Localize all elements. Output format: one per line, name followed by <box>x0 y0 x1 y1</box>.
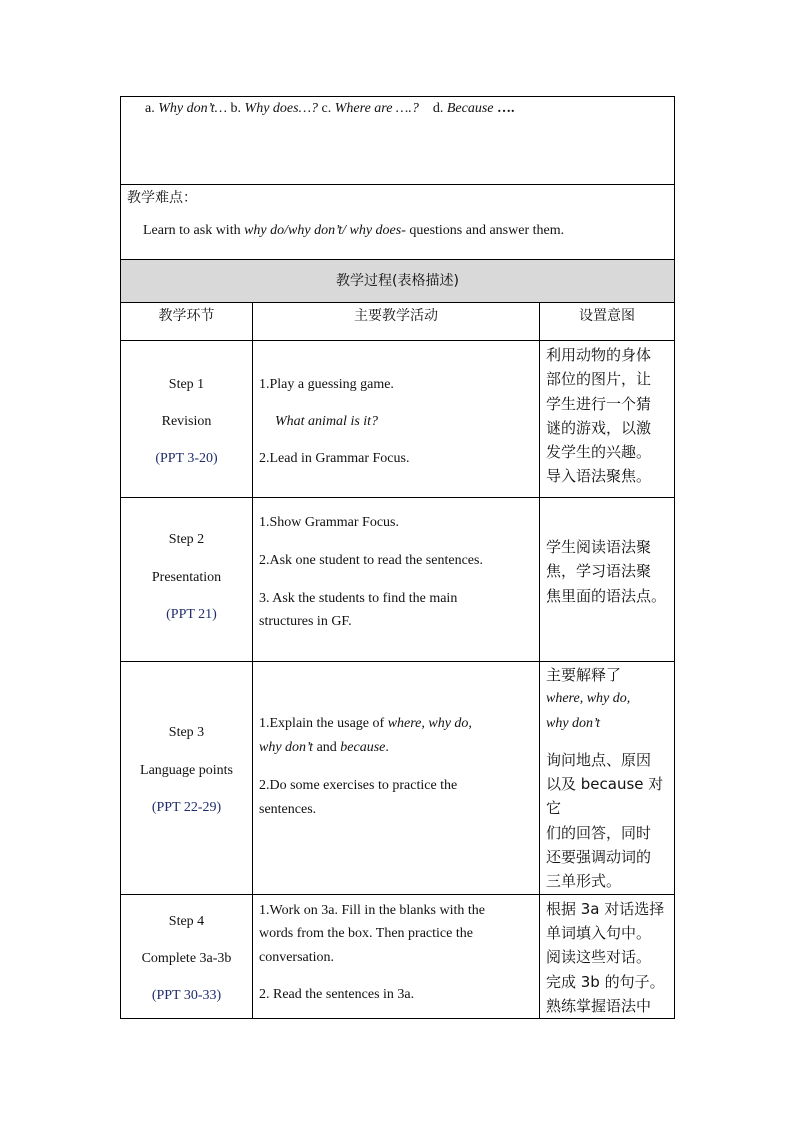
step-4-intent-line: 熟练掌握语法中 <box>546 996 652 1015</box>
step-3-activity-2-cont: sentences. <box>259 802 317 817</box>
step-4-activities <box>253 894 540 1018</box>
step-1-intent-line: 谜的游戏，以激 <box>546 418 652 437</box>
step-3-label: Step 3 <box>168 725 205 740</box>
step-1-intent-line: 导入语法聚焦。 <box>546 467 652 486</box>
difficulty-row <box>121 185 675 260</box>
step-3-intent <box>540 662 675 895</box>
step-2-activity-3: 3. Ask the students to find the main <box>259 591 458 606</box>
difficulty-text <box>121 208 674 240</box>
step-3-activity-1 <box>259 712 533 736</box>
step-3-intent-line: 还要强调动词的 <box>546 848 652 867</box>
step-1-intent <box>540 341 675 498</box>
step-3-ppt: (PPT 22-29) <box>151 800 222 815</box>
step-3-stage <box>121 662 253 895</box>
header-stage: 教学环节 <box>121 303 253 341</box>
difficulty-italic: why do/why don’t/ why does- <box>244 223 406 238</box>
step-4-label: Step 4 <box>168 913 205 929</box>
step-3-activity-because: because <box>340 740 386 755</box>
process-title: 教学过程(表格描述) <box>121 260 675 303</box>
step-2-row <box>121 498 675 662</box>
step-3-intent-italic-2: why don’t <box>546 715 601 731</box>
step-1-intent-line: 部位的图片，让 <box>546 370 652 389</box>
step-3-intent-line: 三单形式。 <box>546 872 622 891</box>
step-2-activity-2: 2.Ask one student to read the sentences. <box>259 553 483 568</box>
step-4-activity-1-cont: conversation. <box>259 949 335 965</box>
step-1-row <box>121 341 675 498</box>
step-3-intent-line: 主要解释了 <box>546 666 622 684</box>
step-2-label: Step 2 <box>168 532 205 547</box>
step-1-activity-question: What animal is it? <box>275 414 379 429</box>
step-3-intent-line: 以及 because 对它 <box>546 775 664 818</box>
difficulty-heading: 教学难点： <box>127 190 197 206</box>
step-3-intent-line: 询问地点、原因 <box>546 750 652 769</box>
step-1-ppt: (PPT 3-20) <box>155 451 218 466</box>
option-d-label: d. <box>418 101 447 116</box>
option-a-text: Why don’t… <box>158 101 228 116</box>
step-1-activity-2: 2.Lead in Grammar Focus. <box>259 451 410 466</box>
option-b-text: Why does…? <box>244 101 319 116</box>
step-3-activity-why-dont: why don’t <box>259 740 314 755</box>
difficulty-pre: Learn to ask with <box>143 223 245 238</box>
step-4-stage <box>121 894 253 1018</box>
step-4-activity-2: 2. Read the sentences in 3a. <box>259 987 415 1003</box>
step-1-intent-line: 发学生的兴趣。 <box>546 443 652 462</box>
step-1-intent-line: 学生进行一个猜 <box>546 394 652 413</box>
step-2-activity-1: 1.Show Grammar Focus. <box>259 515 399 530</box>
option-d-ellipsis: …. <box>497 101 515 116</box>
step-3-activity-1-cont <box>259 736 533 760</box>
step-3-activity-period: . <box>385 740 389 755</box>
option-d-text: Because <box>446 101 498 116</box>
option-c-label: c. <box>318 101 335 116</box>
step-2-ppt: (PPT 21) <box>166 607 217 622</box>
step-3-activity-2: 2.Do some exercises to practice the <box>259 778 458 793</box>
step-2-activity-3-cont: structures in GF. <box>259 614 352 629</box>
step-4-intent-line: 阅读这些对话。 <box>546 948 652 967</box>
step-4-intent <box>540 894 675 1018</box>
step-1-label: Step 1 <box>168 377 205 392</box>
step-4-row <box>121 894 675 1018</box>
step-1-name: Revision <box>161 414 212 429</box>
step-4-name: Complete 3a-3b <box>141 950 232 966</box>
step-3-row <box>121 662 675 895</box>
step-3-intent-line: 们的回答，同时 <box>546 823 652 842</box>
step-4-ppt: (PPT 30-33) <box>151 987 222 1003</box>
key-patterns-row <box>121 97 675 185</box>
step-4-intent-line: 单词填入句中。 <box>546 923 652 942</box>
difficulty-post: questions and answer them. <box>405 223 565 238</box>
step-3-activities <box>253 662 540 895</box>
step-1-activity-1: 1.Play a guessing game. <box>259 377 394 392</box>
header-activities: 主要教学活动 <box>253 303 540 341</box>
option-a-label: a. <box>145 101 159 116</box>
step-2-intent <box>540 498 675 662</box>
step-4-activity-1-cont: words from the box. Then practice the <box>259 926 473 942</box>
header-intent: 设置意图 <box>540 303 675 341</box>
key-patterns-line <box>121 97 674 118</box>
step-3-activity-1-text: 1.Explain the usage of <box>259 716 388 731</box>
step-2-intent-line: 焦里面的语法点。 <box>546 586 667 605</box>
step-2-stage <box>121 498 253 662</box>
step-2-intent-line: 学生阅读语法聚 <box>546 538 652 556</box>
step-4-activity-1: 1.Work on 3a. Fill in the blanks with the <box>259 902 485 918</box>
step-1-intent-line: 利用动物的身体 <box>546 346 652 364</box>
step-1-activities <box>253 341 540 498</box>
step-3-name: Language points <box>140 762 233 778</box>
step-2-activities <box>253 498 540 662</box>
step-4-intent-line: 完成 3b 的句子。 <box>546 972 665 991</box>
step-2-intent-line: 焦，学习语法聚 <box>546 562 652 581</box>
step-3-activity-1-italic: where, why do, <box>387 716 472 731</box>
lesson-plan-table-wrapper <box>120 96 674 1019</box>
option-b-label: b. <box>227 101 245 116</box>
step-1-stage <box>121 341 253 498</box>
step-4-intent-line: 根据 3a 对话选择 <box>546 899 665 918</box>
difficulty-cell <box>121 185 675 260</box>
option-c-text: Where are ….? <box>334 101 419 116</box>
lesson-plan-table <box>120 96 675 1019</box>
process-title-row <box>121 260 675 303</box>
step-3-activity-and: and <box>313 740 341 755</box>
step-2-name: Presentation <box>151 569 222 585</box>
key-patterns-cell <box>121 97 675 185</box>
step-3-intent-italic-1: where, why do, <box>546 691 631 707</box>
header-row <box>121 303 675 341</box>
